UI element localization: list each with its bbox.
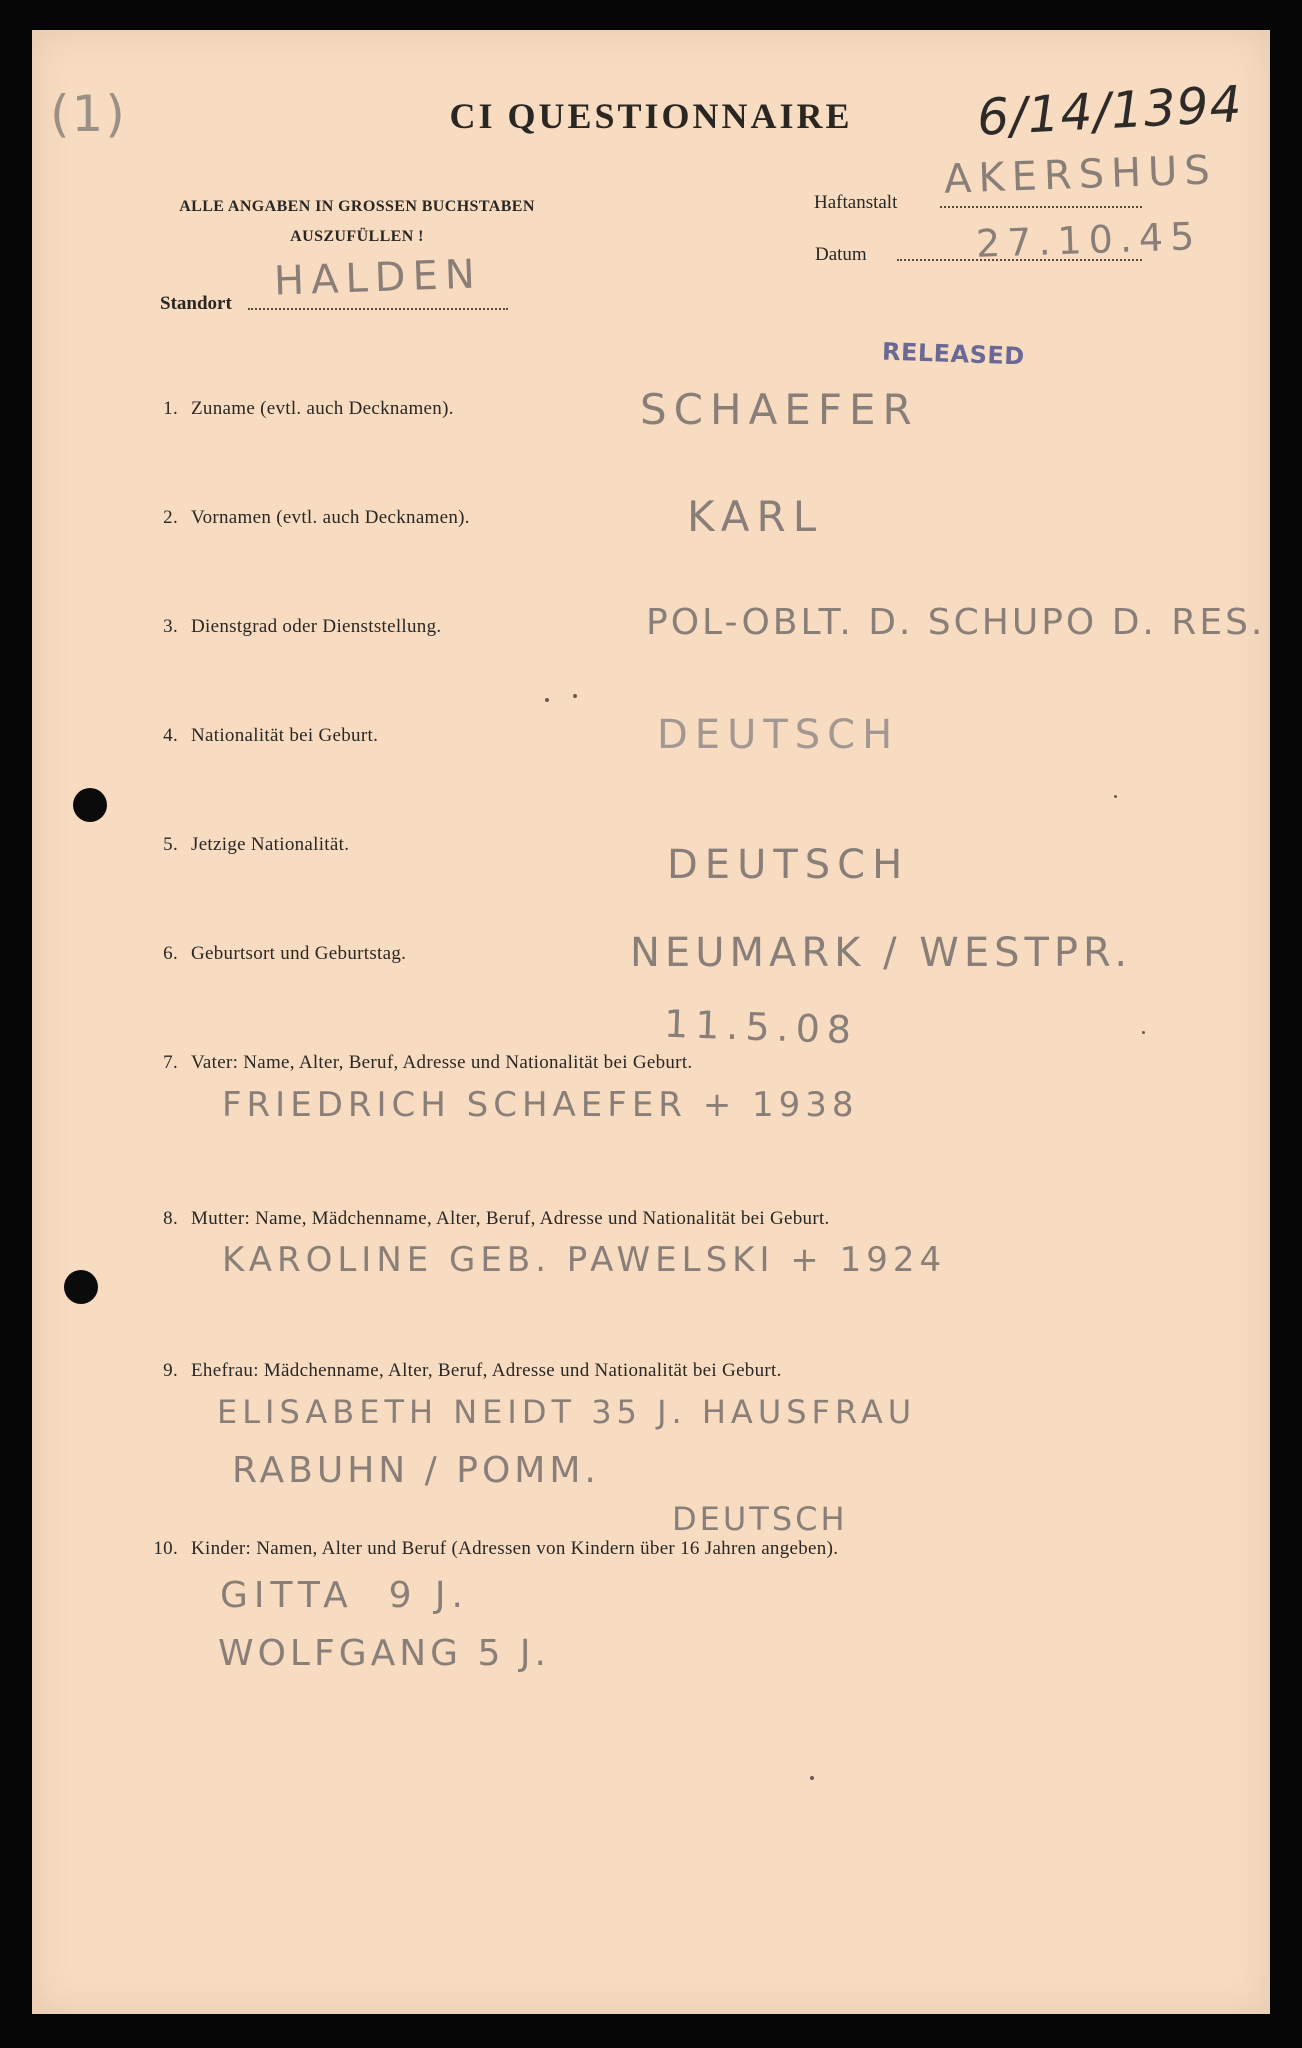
punch-hole (64, 1270, 98, 1304)
question-3 (142, 616, 441, 638)
question-label: Ehefrau: Mädchenname, Alter, Beruf, Adresse und Nationalität bei Geburt. (191, 1360, 782, 1381)
question-label: Vater: Name, Alter, Beruf, Adresse und Nationalität bei Geburt. (191, 1052, 693, 1073)
reference-number: 6/14/1394 (975, 75, 1244, 147)
answer-7: FRIEDRICH SCHAEFER + 1938 (222, 1085, 859, 1125)
question-number: 5. (163, 834, 178, 855)
standort-value: HALDEN (273, 251, 483, 305)
question-number: 1. (163, 398, 178, 419)
answer-9-line-2: RABUHN / POMM. (232, 1450, 600, 1491)
question-label: Mutter: Name, Mädchenname, Alter, Beruf, Adresse und Nationalität bei Geburt. (191, 1208, 830, 1229)
instructions (137, 192, 577, 252)
question-5 (142, 834, 349, 856)
question-10 (142, 1538, 838, 1560)
question-number: 2. (163, 507, 178, 528)
questionnaire-page (32, 30, 1270, 2014)
question-label: Dienstgrad oder Dienststellung. (191, 616, 442, 637)
answer-6-date: 11.5.08 (663, 1001, 859, 1053)
datum-label: Datum (815, 244, 867, 265)
question-number: 9. (163, 1360, 178, 1381)
question-label: Vornamen (evtl. auch Decknamen). (191, 507, 470, 528)
answer-1: SCHAEFER (640, 385, 919, 434)
paper-speck (810, 1776, 814, 1780)
question-number: 3. (163, 616, 178, 637)
page-title: CI QUESTIONNAIRE (449, 96, 853, 136)
answer-8: KAROLINE GEB. PAWELSKI + 1924 (222, 1240, 947, 1280)
answer-2: KARL (687, 492, 824, 541)
question-number: 4. (163, 725, 178, 746)
question-2 (142, 507, 470, 529)
question-label: Zuname (evtl. auch Decknamen). (191, 398, 454, 419)
paper-speck (1114, 795, 1117, 798)
answer-10-line-1: GITTA 9 J. (220, 1575, 469, 1616)
answer-3: POL-OBLT. D. SCHUPO D. RES. (646, 602, 1266, 643)
answer-9-line-1: ELISABETH NEIDT 35 J. HAUSFRAU (217, 1393, 917, 1431)
question-label: Kinder: Namen, Alter und Beruf (Adressen von Kindern über 16 Jahren angeben). (191, 1538, 839, 1559)
question-label: Geburtsort und Geburtstag. (191, 943, 407, 964)
paper-speck (573, 694, 577, 698)
instruction-line-2: AUSZUFÜLLEN ! (290, 228, 424, 245)
standort-line (248, 308, 508, 310)
answer-6: NEUMARK / WESTPR. (630, 930, 1133, 976)
standort-label: Standort (160, 293, 232, 314)
released-stamp: RELEASED (881, 337, 1026, 371)
question-label: Jetzige Nationalität. (191, 834, 350, 855)
answer-5: DEUTSCH (667, 842, 910, 888)
haftanstalt-label: Haftanstalt (814, 192, 898, 213)
punch-hole (73, 788, 107, 822)
haftanstalt-line (940, 206, 1142, 208)
question-9 (142, 1360, 782, 1382)
question-number: 7. (163, 1052, 178, 1073)
instruction-line-1: ALLE ANGABEN IN GROSSEN BUCHSTABEN (179, 198, 535, 215)
answer-10-line-2: WOLFGANG 5 J. (218, 1633, 550, 1674)
question-number: 6. (163, 943, 178, 964)
question-label: Nationalität bei Geburt. (191, 725, 379, 746)
answer-4: DEUTSCH (657, 712, 900, 758)
paper-speck (1142, 1031, 1145, 1034)
datum-value: 27.10.45 (975, 214, 1202, 266)
margin-mark: (1) (50, 85, 127, 143)
paper-speck (545, 698, 549, 702)
question-8 (142, 1208, 830, 1230)
question-number: 8. (163, 1208, 178, 1229)
question-6 (142, 943, 406, 965)
question-1 (142, 398, 454, 420)
haftanstalt-value: AKERSHUS (943, 147, 1218, 203)
question-number: 10. (153, 1538, 178, 1559)
answer-9-line-3: DEUTSCH (672, 1500, 848, 1538)
question-4 (142, 725, 378, 747)
question-7 (142, 1052, 692, 1074)
